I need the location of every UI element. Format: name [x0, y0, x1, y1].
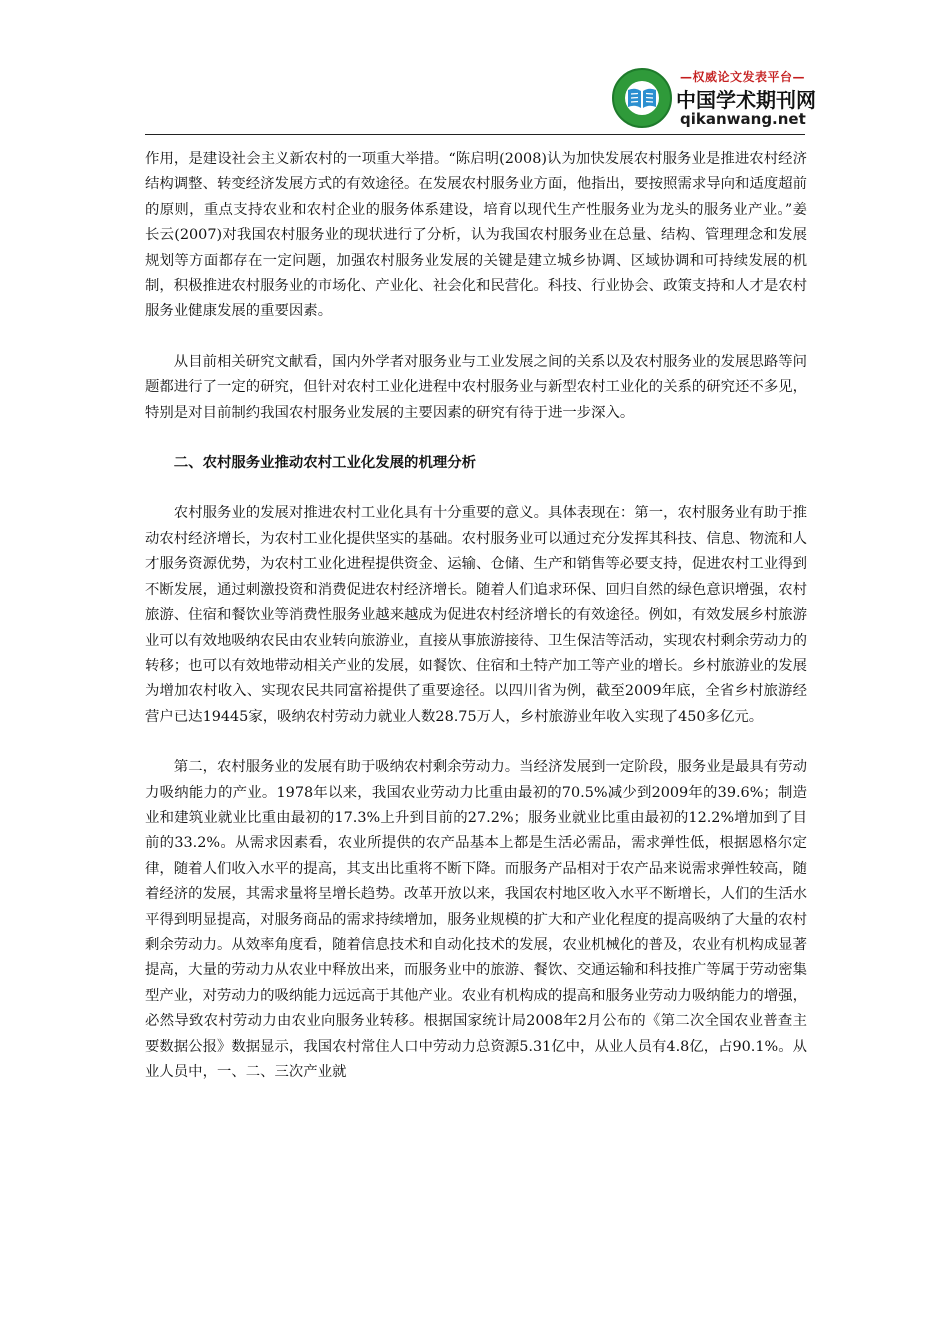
page-header: [0, 0, 950, 140]
site-brand-url[interactable]: qikanwang.net: [680, 110, 806, 128]
header-divider: [145, 134, 805, 135]
section-heading: 二、农村服务业推动农村工业化发展的机理分析: [173, 455, 477, 472]
site-brand-name[interactable]: 中国学术期刊网: [676, 88, 816, 112]
site-logo-badge[interactable]: [612, 68, 672, 128]
paragraph-economic-growth: 农村服务业的发展对推进农村工业化具有十分重要的意义。具体表现在：第一，农村服务业有助于推动农村经济增长，为农村工业化提供坚实的基础。农村服务业可以通过充分发挥其科技、信息、物流和人才服务资源优势，为农村工业化进程提供资金、运输、仓储、生产和销售等必要支持，促进农村工业得到不断发展，通过刺激投资和消费促进农村经济增长。随着人们追求环保、回归自然的绿色意识增强，农村旅游、住宿和餐饮业等消费性服务业越来越成为促进农村经济增长的有效途径。例如，有效发展乡村旅游业可以有效地吸纳农民由农业转向旅游业，直接从事旅游接待、卫生保洁等活动，实现农村剩余劳动力的转移；也可以有效地带动相关产业的发展，如餐饮、住宿和土特产加工等产业的增长。乡村旅游业的发展为增加农村收入、实现农民共同富裕提供了重要途径。以四川省为例，截至2009年底，全省乡村旅游经营户已达19445家，吸纳农村劳动力就业人数28.75万人，乡村旅游业年收入实现了450多亿元。: [145, 505, 807, 725]
paragraph-spacer: [145, 730, 807, 755]
paragraph-spacer: [145, 426, 807, 451]
open-book-icon: [620, 78, 664, 118]
site-tagline: —权威论文发表平台—: [680, 70, 806, 84]
paragraph-spacer: [145, 476, 807, 501]
paragraph-spacer: [145, 325, 807, 350]
document-body: [145, 147, 807, 1085]
paragraph-literature-summary: 从目前相关研究文献看，国内外学者对服务业与工业发展之间的关系以及农村服务业的发展思路等问题都进行了一定的研究，但针对农村工业化进程中农村服务业与新型农村工业化的关系的研究还不多见，特别是对目前制约我国农村服务业发展的主要因素的研究有待于进一步深入。: [145, 353, 807, 421]
paragraph-continued: 作用，是建设社会主义新农村的一项重大举措。“陈启明(2008)认为加快发展农村服务业是推进农村经济结构调整、转变经济发展方式的有效途径。在发展农村服务业方面，他指出，要按照需求导向和适度超前的原则，重点支持农业和农村企业的服务体系建设，培育以现代生产性服务业为龙头的服务业产业。”姜长云(2007)对我国农村服务业的现状进行了分析，认为我国农村服务业在总量、结构、管理理念和发展规划等方面都存在一定问题，加强农村服务业发展的关键是建立城乡协调、区域协调和可持续发展的机制，积极推进农村服务业的市场化、产业化、社会化和民营化。科技、行业协会、政策支持和人才是农村服务业健康发展的重要因素。: [145, 151, 807, 320]
paragraph-surplus-labor: 第二，农村服务业的发展有助于吸纳农村剩余劳动力。当经济发展到一定阶段，服务业是最具有劳动力吸纳能力的产业。1978年以来，我国农业劳动力比重由最初的70.5%减少到2009年的39.6%；制造业和建筑业就业比重由最初的17.3%上升到目前的27.2%；服务业就业比重由最初的12.2%增加到了目前的33.2%。从需求因素看，农业所提供的农产品基本上都是生活必需品，需求弹性低，根据恩格尔定律，随着人们收入水平的提高，其支出比重将不断下降。而服务产品相对于农产品来说需求弹性较高，随着经济的发展，其需求量将呈增长趋势。改革开放以来，我国农村地区收入水平不断增长，人们的生活水平得到明显提高，对服务商品的需求持续增加，服务业规模的扩大和产业化程度的提高吸纳了大量的农村剩余劳动力。从效率角度看，随着信息技术和自动化技术的发展，农业机械化的普及，农业有机构成显著提高，大量的劳动力从农业中释放出来，而服务业中的旅游、餐饮、交通运输和科技推广等属于劳动密集型产业，对劳动力的吸纳能力远远高于其他产业。农业有机构成的提高和服务业劳动力吸纳能力的增强，必然导致农村劳动力由农业向服务业转移。根据国家统计局2008年2月公布的《第二次全国农业普查主要数据公报》数据显示，我国农村常住人口中劳动力总资源5.31亿中，从业人员有4.8亿，占90.1%。从业人员中，一、二、三次产业就: [145, 759, 808, 1080]
